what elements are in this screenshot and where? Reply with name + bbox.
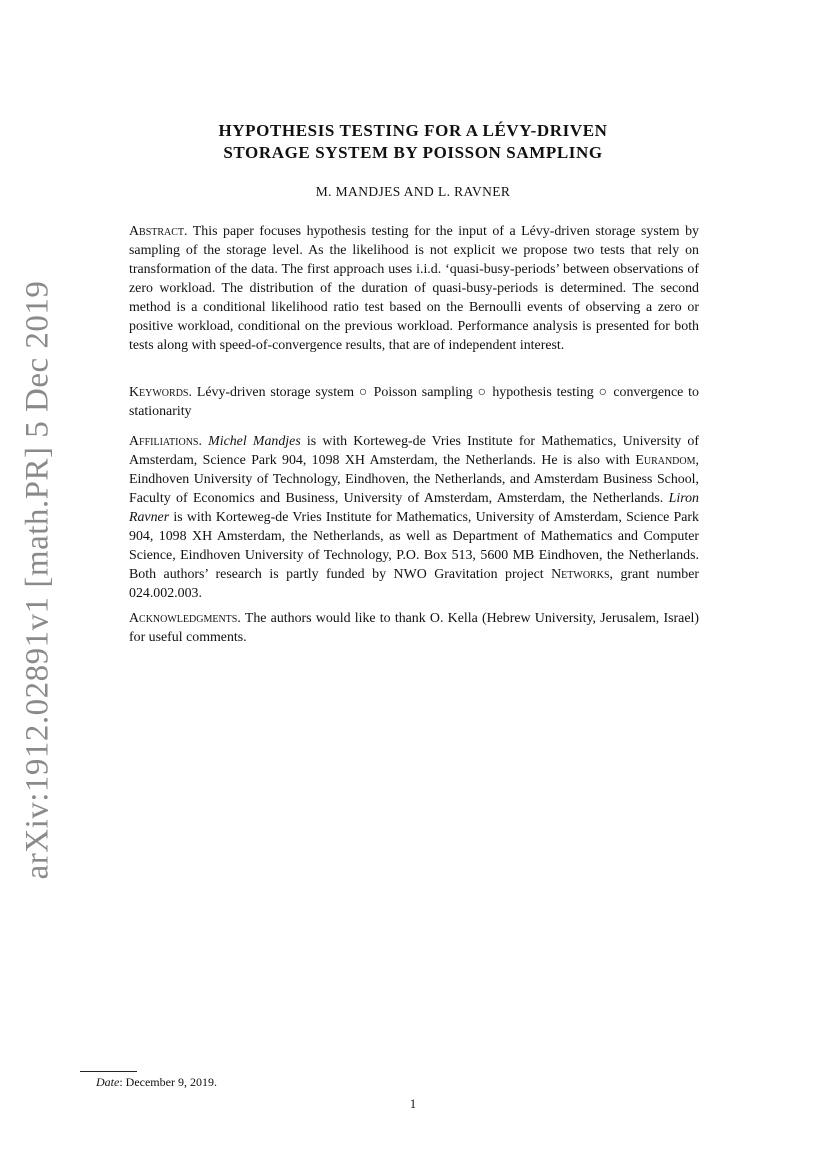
date-footnote: [96, 1075, 217, 1090]
arxiv-identifier: arXiv:1912.02891v1 [math.PR] 5 Dec 2019: [19, 280, 56, 880]
keywords-section: [129, 383, 699, 421]
author-list: M. MANDJES AND L. RAVNER: [315, 184, 511, 199]
footnote-label: Date: [96, 1075, 120, 1089]
affiliations-section: [129, 432, 699, 603]
paper-title: [0, 120, 826, 164]
abstract-section: [129, 222, 699, 355]
affiliations-text-part1: is with Korteweg-de Vries Institute for Mathematics, University of Amsterdam, Science Park 904, 1098 XH Amsterdam, the Netherlands. He is also with: [129, 434, 699, 468]
networks-project-name: Networks: [551, 567, 610, 582]
author-name-mandjes: Michel Mandjes: [208, 434, 301, 449]
abstract-label: Abstract.: [129, 224, 188, 239]
eurandom-name: Eurandom: [635, 453, 696, 468]
affiliations-label: Affiliations.: [129, 434, 202, 449]
title-line-2: STORAGE SYSTEM BY POISSON SAMPLING: [223, 143, 603, 162]
title-line-1: HYPOTHESIS TESTING FOR A LÉVY-DRIVEN: [218, 121, 608, 140]
keywords-text: Lévy-driven storage system ○ Poisson sampling ○ hypothesis testing ○ convergence to stationarity: [129, 385, 699, 419]
acknowledgments-text: The authors would like to thank O. Kella (Hebrew University, Jerusalem, Israel) for useful comments.: [129, 611, 699, 645]
acknowledgments-section: [129, 609, 699, 647]
footnote-rule: [80, 1071, 137, 1072]
affiliations-text-part2: , Eindhoven University of Technology, Eindhoven, the Netherlands, and Amsterdam Business School, Faculty of Economics and Business, University of Amsterdam, Amsterdam, the Netherlands.: [129, 453, 699, 506]
author-name-ravner: Liron Ravner: [129, 491, 699, 525]
affiliations-text-part4: , grant number 024.002.003.: [129, 567, 700, 601]
affiliations-text-part3: is with Korteweg-de Vries Institute for Mathematics, University of Amsterdam, Science Park 904, 1098 XH Amsterdam, the Netherlands, as well as Department of Mathematics and Computer Science, Eindhoven University of Technology, P.O. Box 513, 5600 MB Eindhoven, the Netherlands. Both authors’ research is partly funded by NWO Gravitation project: [129, 510, 699, 582]
keywords-label: Keywords.: [129, 385, 192, 400]
footnote-text: : December 9, 2019.: [119, 1075, 217, 1089]
page-number: 1: [409, 1097, 417, 1111]
abstract-text: This paper focuses hypothesis testing for the input of a Lévy-driven storage system by sampling of the storage level. As the likelihood is not explicit we propose two tests that rely on transformation of the data. The first approach uses i.i.d. ‘quasi-busy-periods’ between observations of zero workload. The distribution of the duration of quasi-busy-periods is determined. The second method is a conditional likelihood ratio test based on the Bernoulli events of observing a zero or positive workload, conditional on the previous workload. Performance analysis is presented for both tests along with speed-of-convergence results, that are of independent interest.: [129, 224, 699, 353]
acknowledgments-label: Acknowledgments.: [129, 611, 241, 626]
